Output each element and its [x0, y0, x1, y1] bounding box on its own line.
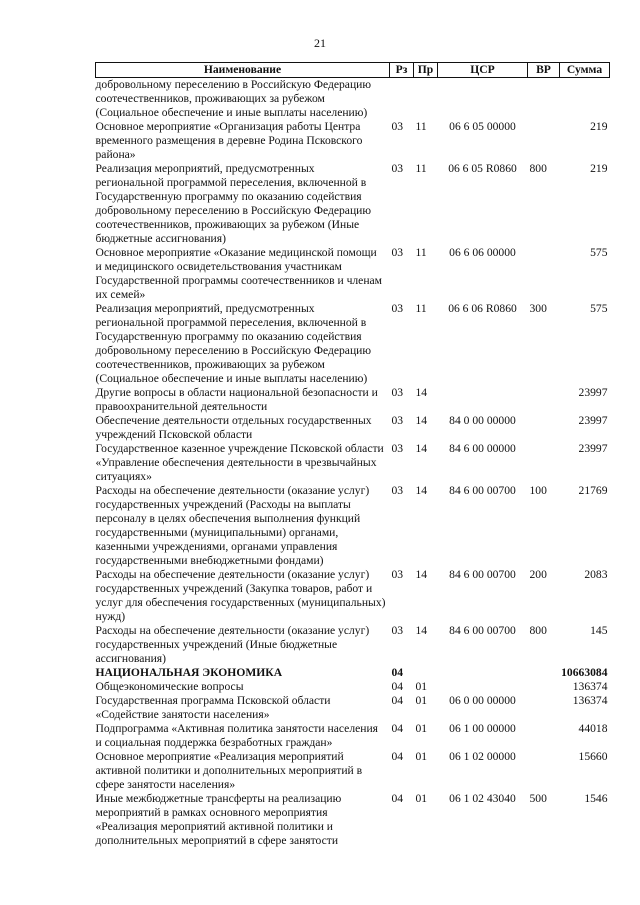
cell-vr [528, 120, 560, 162]
cell-rz: 03 [391, 246, 404, 259]
cell-pr: 14 [415, 624, 428, 637]
cell-vr: 200 [529, 568, 547, 581]
cell-rz: 03 [391, 414, 404, 427]
cell-name: Основное мероприятие «Организация работы Центра временного размещения в деревне Родина Псковского района» [95, 120, 363, 161]
table-body [96, 78, 610, 849]
cell-pr: 14 [415, 484, 428, 497]
cell-name: Реализация мероприятий, предусмотренных региональной программой переселения, включенной в Государственную программу по оказанию содействия добровольному переселению в Российскую Федерацию соотечественников, проживающих за рубежом (Социальное обеспечение и иные выплаты населению) [95, 302, 372, 385]
cell-csr: 06 6 05 R0860 [448, 162, 517, 175]
cell-vr [528, 750, 560, 792]
cell-rz: 03 [391, 484, 404, 497]
cell-vr [528, 680, 560, 694]
cell-sum: 10663084 [561, 666, 608, 679]
table-row [96, 568, 610, 624]
cell-sum: 21769 [578, 484, 608, 497]
table-row [96, 666, 610, 680]
cell-vr [528, 666, 560, 680]
cell-name: Подпрограмма «Активная политика занятости населения и социальная поддержка безработных граждан» [95, 722, 378, 749]
cell-csr: 84 6 00 00000 [449, 442, 516, 455]
cell-rz: 03 [391, 624, 404, 637]
cell-vr [528, 78, 560, 121]
cell-sum: 136374 [572, 680, 608, 693]
cell-csr: 06 0 00 00000 [449, 694, 516, 707]
cell-csr: 06 6 05 00000 [449, 120, 516, 133]
table-row [96, 442, 610, 484]
cell-csr: 84 6 00 00700 [449, 484, 516, 497]
cell-csr: 06 1 02 43040 [449, 792, 516, 805]
table-row [96, 694, 610, 722]
cell-name: Расходы на обеспечение деятельности (оказание услуг) государственных учреждений (Закупка товаров, работ и услуг для обеспечения государственных (муниципальных) нужд) [95, 568, 386, 623]
cell-name: добровольному переселению в Российскую Федерацию соотечественников, проживающих за рубежом (Социальное обеспечение и иные выплаты населению) [95, 78, 372, 119]
cell-csr: 06 6 06 00000 [449, 246, 516, 259]
table-row [96, 750, 610, 792]
cell-pr: 01 [415, 694, 428, 707]
cell-csr: 84 0 00 00000 [449, 414, 516, 427]
cell-sum [560, 78, 610, 121]
cell-name: НАЦИОНАЛЬНАЯ ЭКОНОМИКА [95, 666, 283, 679]
cell-vr: 100 [529, 484, 547, 497]
cell-name: Расходы на обеспечение деятельности (оказание услуг) государственных учреждений (Иные бюджетные ассигнования) [95, 624, 370, 665]
cell-rz: 04 [391, 694, 404, 707]
cell-vr: 500 [529, 792, 547, 805]
cell-pr: 11 [415, 162, 427, 175]
cell-csr: 84 6 00 00700 [449, 568, 516, 581]
cell-rz: 04 [391, 750, 404, 763]
cell-rz: 03 [391, 386, 404, 399]
cell-pr: 14 [415, 442, 428, 455]
cell-name: Иные межбюджетные трансферты на реализацию мероприятий в рамках основного мероприятия «Реализация мероприятий активной политики и дополнительных мероприятий в сфере занятости [95, 792, 342, 847]
cell-csr: 84 6 00 00700 [449, 624, 516, 637]
cell-pr: 01 [415, 792, 428, 805]
cell-sum: 23997 [578, 414, 608, 427]
cell-vr [528, 442, 560, 484]
cell-vr [528, 414, 560, 442]
cell-sum: 23997 [578, 442, 608, 455]
cell-sum: 575 [590, 302, 608, 315]
table-row [96, 162, 610, 246]
table-row [96, 414, 610, 442]
budget-table [95, 62, 610, 848]
cell-vr: 800 [529, 162, 547, 175]
cell-pr: 14 [415, 414, 428, 427]
cell-rz: 04 [391, 680, 404, 693]
table-row [96, 722, 610, 750]
cell-name: Основное мероприятие «Реализация мероприятий активной политики и дополнительных мероприятий в сфере занятости населения» [95, 750, 363, 791]
table-row [96, 246, 610, 302]
cell-sum: 575 [590, 246, 608, 259]
cell-pr [414, 78, 438, 121]
cell-csr [438, 680, 528, 694]
column-header-name: Наименование [96, 63, 390, 78]
table-row [96, 120, 610, 162]
cell-sum: 1546 [584, 792, 608, 805]
cell-name: Государственная программа Псковской области «Содействие занятости населения» [95, 694, 331, 721]
cell-pr: 11 [415, 302, 427, 315]
cell-sum: 145 [590, 624, 608, 637]
cell-pr: 14 [415, 386, 428, 399]
cell-pr: 01 [415, 722, 428, 735]
cell-name: Основное мероприятие «Оказание медицинской помощи и медицинского освидетельствования участникам Государственной программы соотечественников и членам их семей» [95, 246, 383, 301]
cell-rz: 04 [391, 722, 404, 735]
cell-rz [390, 78, 414, 121]
cell-sum: 15660 [578, 750, 608, 763]
cell-sum: 23997 [578, 386, 608, 399]
table-header-row [96, 63, 610, 78]
cell-name: Расходы на обеспечение деятельности (оказание услуг) государственных учреждений (Расходы на выплаты персоналу в целях обеспечения выполнения функций государственными (муниципальными) органами, казенными учреждениями, органами управления государственными внебюджетными фондами) [95, 484, 370, 567]
table-row [96, 484, 610, 568]
cell-name: Государственное казенное учреждение Псковской области «Управление обеспечения деятельности в чрезвычайных ситуациях» [95, 442, 384, 483]
column-header-sum: Сумма [560, 63, 610, 78]
cell-vr [528, 694, 560, 722]
column-header-rz: Рз [390, 63, 414, 78]
cell-csr: 06 1 02 00000 [449, 750, 516, 763]
cell-sum: 219 [590, 162, 608, 175]
cell-name: Другие вопросы в области национальной безопасности и правоохранительной деятельности [95, 386, 378, 413]
cell-pr: 11 [415, 120, 427, 133]
cell-vr [528, 246, 560, 302]
cell-sum: 136374 [572, 694, 608, 707]
column-header-csr: ЦСР [438, 63, 528, 78]
cell-pr [414, 666, 438, 680]
cell-csr: 06 1 00 00000 [449, 722, 516, 735]
table-row [96, 302, 610, 386]
cell-rz: 04 [391, 792, 404, 805]
table-row [96, 386, 610, 414]
table-row [96, 78, 610, 121]
cell-vr: 300 [529, 302, 547, 315]
column-header-vr: ВР [528, 63, 560, 78]
cell-pr: 11 [415, 246, 427, 259]
cell-csr [438, 666, 528, 680]
cell-name: Реализация мероприятий, предусмотренных региональной программой переселения, включенной в Государственную программу по оказанию содействия добровольному переселению в Российскую Федерацию соотечественников, проживающих за рубежом (Иные бюджетные ассигнования) [95, 162, 372, 245]
column-header-pr: Пр [414, 63, 438, 78]
cell-rz: 03 [391, 302, 404, 315]
cell-name: Общеэкономические вопросы [95, 680, 244, 693]
page-number: 21 [314, 36, 326, 50]
cell-sum: 219 [590, 120, 608, 133]
cell-rz: 04 [391, 666, 404, 679]
cell-rz: 03 [391, 568, 404, 581]
cell-sum: 2083 [584, 568, 608, 581]
cell-rz: 03 [391, 120, 404, 133]
cell-name: Обеспечение деятельности отдельных государственных учреждений Псковской области [95, 414, 372, 441]
table-row [96, 624, 610, 666]
cell-csr [438, 78, 528, 121]
cell-rz: 03 [391, 442, 404, 455]
cell-pr: 01 [415, 750, 428, 763]
cell-vr [528, 722, 560, 750]
cell-pr: 01 [415, 680, 428, 693]
cell-csr: 06 6 06 R0860 [448, 302, 517, 315]
table-row [96, 680, 610, 694]
cell-pr: 14 [415, 568, 428, 581]
cell-rz: 03 [391, 162, 404, 175]
table-row [96, 792, 610, 848]
cell-csr [438, 386, 528, 414]
cell-sum: 44018 [578, 722, 608, 735]
cell-vr [528, 386, 560, 414]
cell-vr: 800 [529, 624, 547, 637]
